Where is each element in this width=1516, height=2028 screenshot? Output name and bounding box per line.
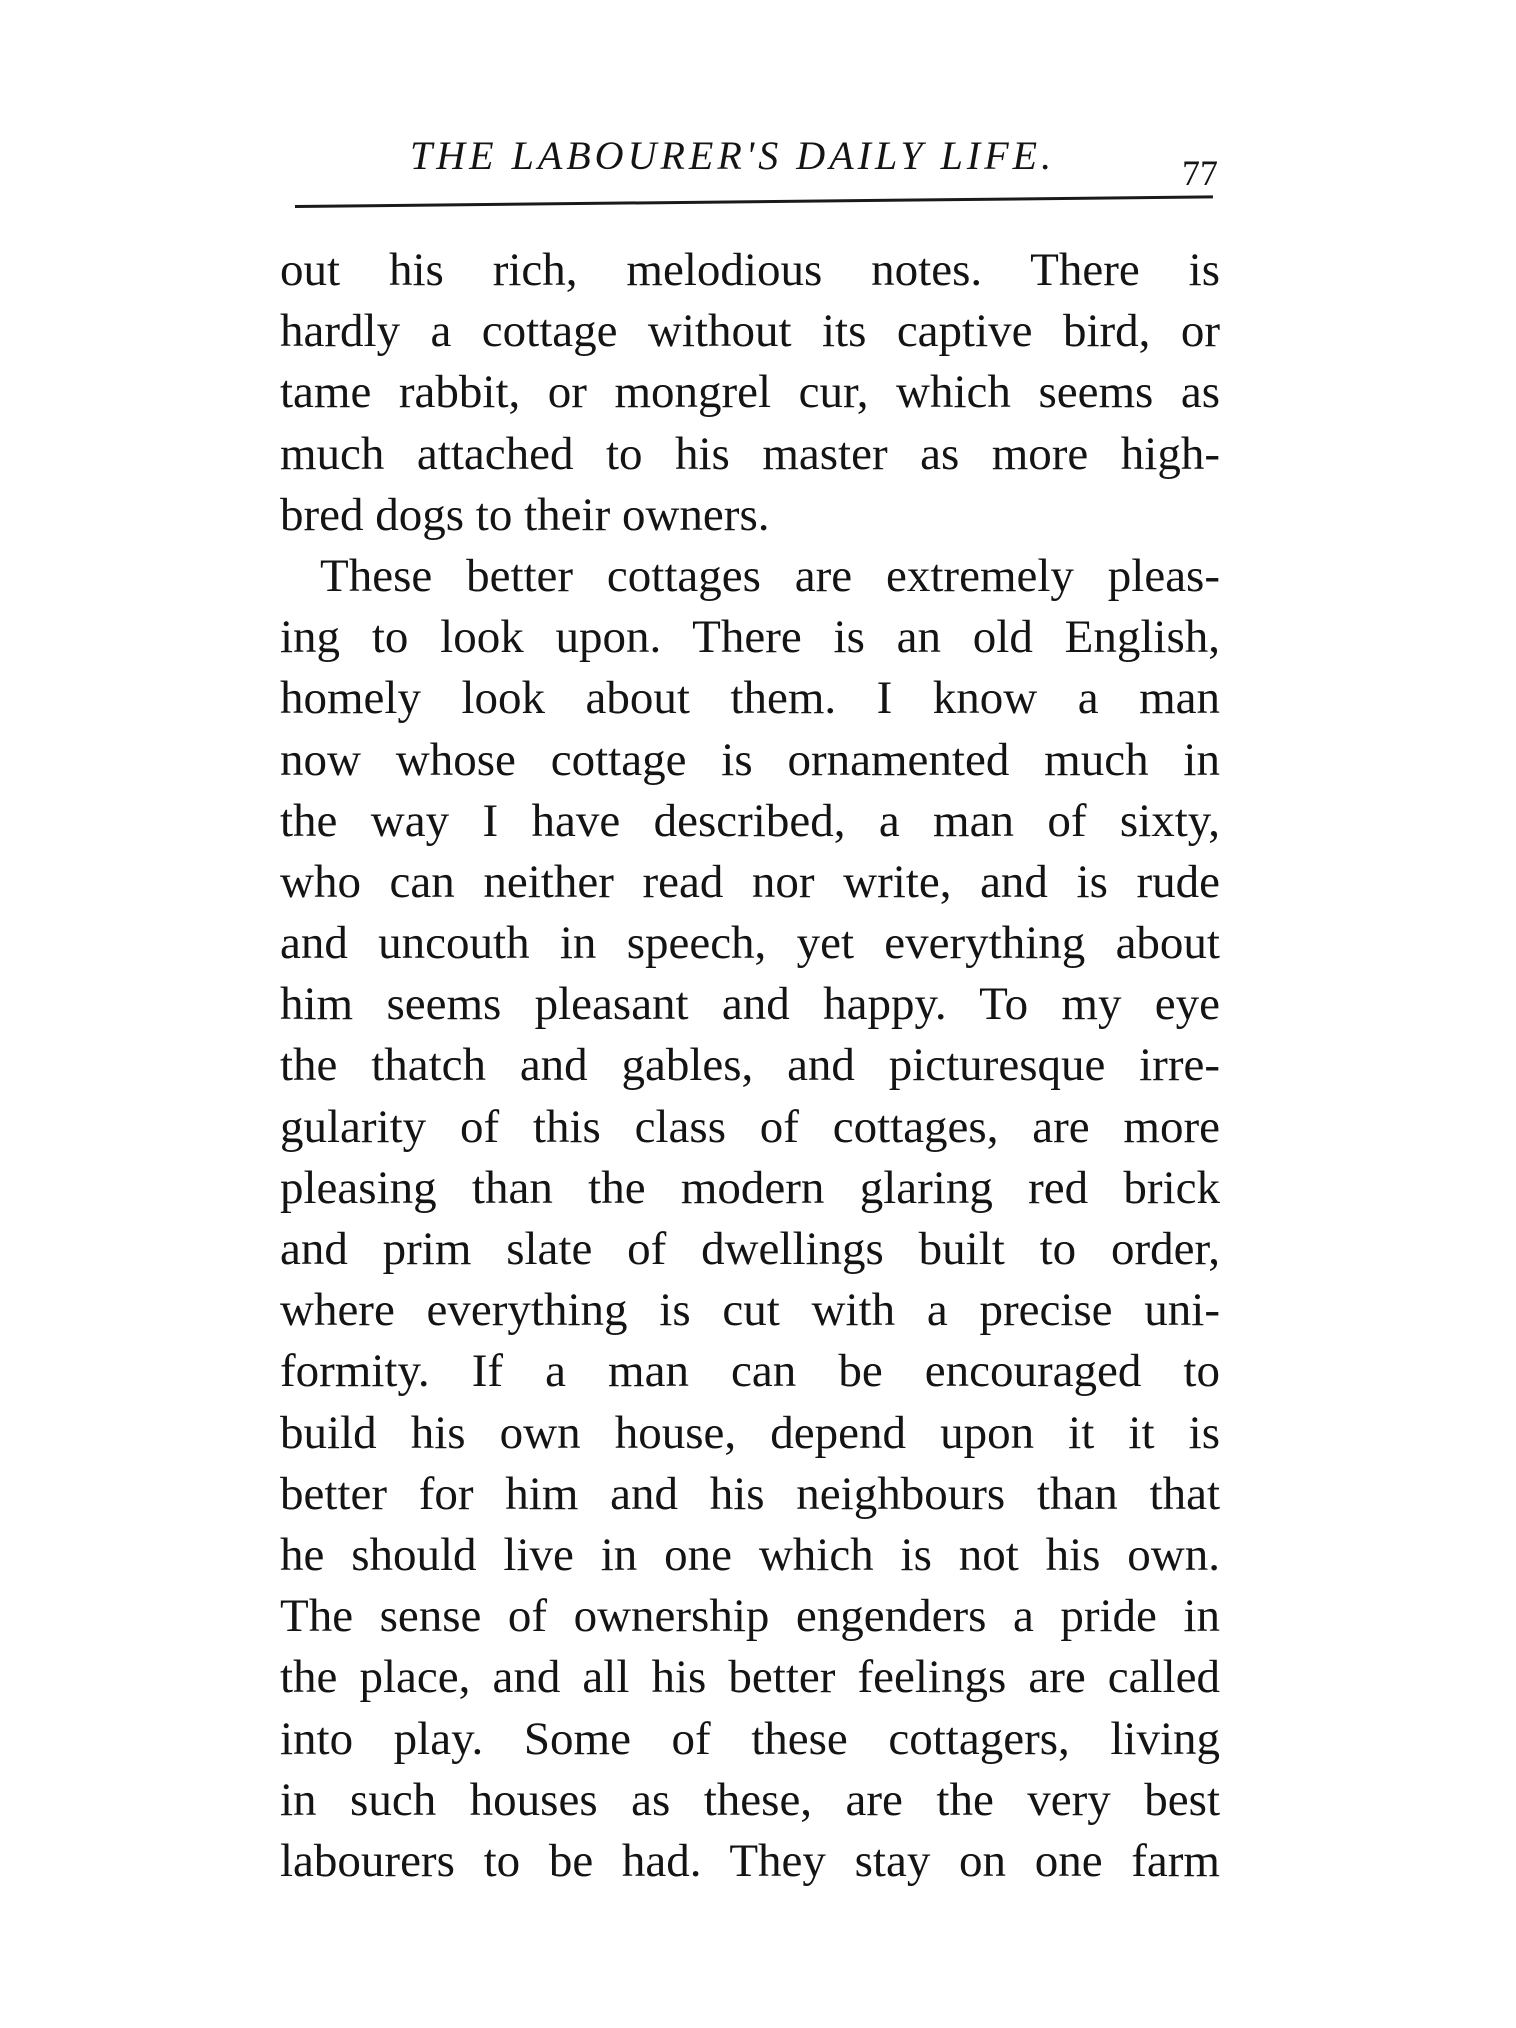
text-line: homely look about them. I know a man	[280, 672, 1220, 725]
text-line: out his rich, melodious notes. There is	[280, 244, 1220, 296]
text-line: him seems pleasant and happy. To my eye	[280, 978, 1220, 1031]
paragraph-2	[280, 546, 1220, 1892]
running-head: THE LABOURER'S DAILY LIFE.	[410, 133, 1056, 178]
text-line: who can neither read nor write, and is rude	[280, 855, 1220, 908]
text-line: he should live in one which is not his own.	[280, 1528, 1220, 1581]
text-line: gularity of this class of cottages, are more	[280, 1100, 1220, 1153]
text-line: pleasing than the modern glaring red brick	[280, 1161, 1220, 1214]
page-number: 77	[1182, 153, 1218, 193]
text-line: and uncouth in speech, yet everything about	[280, 917, 1220, 970]
text-line: tame rabbit, or mongrel cur, which seems as	[280, 366, 1220, 419]
text-line: where everything is cut with a precise uni-	[280, 1284, 1220, 1337]
text-line: and prim slate of dwellings built to order,	[280, 1223, 1220, 1275]
text-line: labourers to be had. They stay on one farm	[280, 1834, 1220, 1887]
header-rule	[295, 195, 1213, 208]
text-line: now whose cottage is ornamented much in	[280, 733, 1220, 786]
text-line: bred dogs to their owners.	[280, 488, 770, 541]
text-line: formity. If a man can be encouraged to	[280, 1345, 1220, 1398]
text-line: the place, and all his better feelings are called	[280, 1651, 1220, 1704]
text-line: the way I have described, a man of sixty,	[280, 794, 1220, 847]
text-line: into play. Some of these cottagers, living	[280, 1712, 1220, 1765]
text-line: hardly a cottage without its captive bird, or	[280, 305, 1220, 358]
text-line: in such houses as these, are the very best	[280, 1773, 1220, 1826]
text-line: the thatch and gables, and picturesque irre-	[280, 1039, 1220, 1092]
paragraph-1	[280, 240, 1220, 546]
text-line: The sense of ownership engenders a pride in	[280, 1590, 1220, 1643]
text-line: ing to look upon. There is an old English,	[280, 611, 1220, 664]
text-line: better for him and his neighbours than that	[280, 1467, 1220, 1520]
text-line: much attached to his master as more high-	[280, 427, 1220, 480]
text-line: These better cottages are extremely pleas-	[320, 549, 1220, 602]
body-text	[280, 240, 1220, 1892]
text-line: build his own house, depend upon it it is	[280, 1406, 1220, 1459]
